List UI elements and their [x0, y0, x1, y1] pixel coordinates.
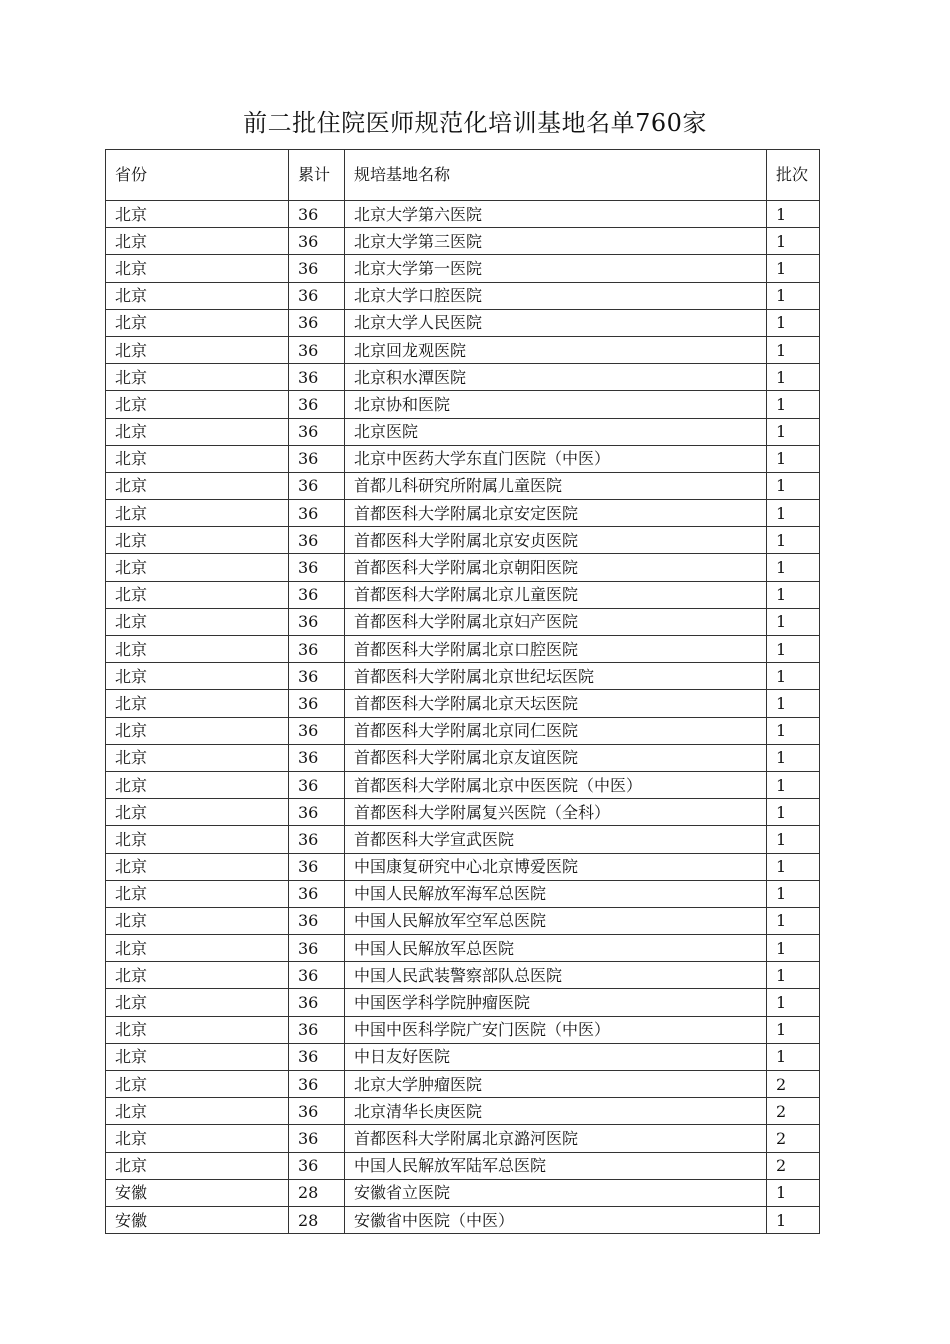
- cell-base-name: 首都儿科研究所附属儿童医院: [345, 472, 767, 499]
- cell-province: 北京: [106, 744, 289, 771]
- cell-province: 北京: [106, 1043, 289, 1070]
- table-row: [106, 1071, 820, 1098]
- cell-base-name: 首都医科大学附属北京口腔医院: [345, 636, 767, 663]
- cell-base-name: 中国人民解放军海军总医院: [345, 880, 767, 907]
- cell-cumulative: 36: [289, 1043, 345, 1070]
- table-header-row: [106, 150, 820, 201]
- cell-province: 北京: [106, 690, 289, 717]
- cell-batch: 1: [767, 336, 820, 363]
- cell-base-name: 首都医科大学附属北京儿童医院: [345, 581, 767, 608]
- table-row: [106, 309, 820, 336]
- table-row: [106, 527, 820, 554]
- cell-cumulative: 36: [289, 935, 345, 962]
- cell-base-name: 北京大学第一医院: [345, 255, 767, 282]
- cell-base-name: 北京协和医院: [345, 391, 767, 418]
- page-title: 前二批住院医师规范化培训基地名单760家: [243, 109, 707, 137]
- cell-cumulative: 36: [289, 989, 345, 1016]
- cell-base-name: 北京大学口腔医院: [345, 282, 767, 309]
- cell-base-name: 中国中医科学院广安门医院（中医）: [345, 1016, 767, 1043]
- cell-batch: 1: [767, 663, 820, 690]
- cell-cumulative: 36: [289, 1125, 345, 1152]
- cell-province: 北京: [106, 771, 289, 798]
- cell-cumulative: 36: [289, 445, 345, 472]
- cell-batch: 2: [767, 1071, 820, 1098]
- cell-province: 北京: [106, 989, 289, 1016]
- cell-base-name: 首都医科大学附属北京天坛医院: [345, 690, 767, 717]
- cell-base-name: 中日友好医院: [345, 1043, 767, 1070]
- table-row: [106, 1179, 820, 1206]
- cell-cumulative: 28: [289, 1179, 345, 1206]
- cell-batch: 1: [767, 771, 820, 798]
- cell-cumulative: 36: [289, 1016, 345, 1043]
- table-row: [106, 255, 820, 282]
- cell-cumulative: 36: [289, 336, 345, 363]
- base-roster-table: [105, 149, 820, 1234]
- cell-province: 北京: [106, 608, 289, 635]
- cell-base-name: 安徽省中医院（中医）: [345, 1206, 767, 1233]
- cell-base-name: 中国人民武装警察部队总医院: [345, 962, 767, 989]
- cell-cumulative: 36: [289, 880, 345, 907]
- cell-base-name: 首都医科大学附属北京中医医院（中医）: [345, 771, 767, 798]
- cell-province: 北京: [106, 1098, 289, 1125]
- cell-batch: 1: [767, 228, 820, 255]
- table-row: [106, 880, 820, 907]
- cell-province: 北京: [106, 1152, 289, 1179]
- cell-batch: 1: [767, 744, 820, 771]
- cell-batch: 1: [767, 1179, 820, 1206]
- cell-province: 北京: [106, 418, 289, 445]
- cell-base-name: 北京大学肿瘤医院: [345, 1071, 767, 1098]
- cell-province: 北京: [106, 336, 289, 363]
- table-row: [106, 391, 820, 418]
- cell-province: 北京: [106, 309, 289, 336]
- cell-cumulative: 36: [289, 282, 345, 309]
- cell-province: 北京: [106, 1071, 289, 1098]
- table-body: [106, 201, 820, 1234]
- cell-province: 北京: [106, 364, 289, 391]
- cell-batch: 1: [767, 472, 820, 499]
- cell-province: 北京: [106, 581, 289, 608]
- table-row: [106, 636, 820, 663]
- cell-cumulative: 36: [289, 527, 345, 554]
- cell-base-name: 首都医科大学附属北京妇产医院: [345, 608, 767, 635]
- cell-batch: 1: [767, 445, 820, 472]
- cell-province: 北京: [106, 853, 289, 880]
- cell-batch: 2: [767, 1152, 820, 1179]
- table-row: [106, 989, 820, 1016]
- table-row: [106, 1016, 820, 1043]
- cell-cumulative: 36: [289, 663, 345, 690]
- cell-base-name: 中国人民解放军总医院: [345, 935, 767, 962]
- table-row: [106, 799, 820, 826]
- cell-cumulative: 36: [289, 364, 345, 391]
- table-row: [106, 663, 820, 690]
- cell-province: 北京: [106, 282, 289, 309]
- table-row: [106, 554, 820, 581]
- table-row: [106, 364, 820, 391]
- cell-batch: 1: [767, 309, 820, 336]
- table-row: [106, 228, 820, 255]
- cell-batch: 1: [767, 554, 820, 581]
- cell-base-name: 中国医学科学院肿瘤医院: [345, 989, 767, 1016]
- cell-province: 北京: [106, 1016, 289, 1043]
- cell-cumulative: 36: [289, 255, 345, 282]
- cell-cumulative: 28: [289, 1206, 345, 1233]
- cell-cumulative: 36: [289, 472, 345, 499]
- cell-base-name: 北京大学第三医院: [345, 228, 767, 255]
- cell-base-name: 首都医科大学附属北京安定医院: [345, 500, 767, 527]
- cell-batch: 1: [767, 581, 820, 608]
- header-base-name: 规培基地名称: [345, 150, 767, 201]
- cell-cumulative: 36: [289, 907, 345, 934]
- cell-batch: 1: [767, 201, 820, 228]
- table-row: [106, 1152, 820, 1179]
- cell-cumulative: 36: [289, 581, 345, 608]
- table-row: [106, 282, 820, 309]
- cell-base-name: 首都医科大学宣武医院: [345, 826, 767, 853]
- cell-batch: 2: [767, 1098, 820, 1125]
- cell-province: 北京: [106, 391, 289, 418]
- cell-batch: 1: [767, 1043, 820, 1070]
- cell-batch: 1: [767, 391, 820, 418]
- cell-batch: 1: [767, 826, 820, 853]
- cell-province: 安徽: [106, 1179, 289, 1206]
- cell-cumulative: 36: [289, 309, 345, 336]
- cell-batch: 1: [767, 636, 820, 663]
- cell-cumulative: 36: [289, 636, 345, 663]
- cell-province: 北京: [106, 255, 289, 282]
- cell-province: 北京: [106, 228, 289, 255]
- cell-batch: 1: [767, 880, 820, 907]
- table-row: [106, 1125, 820, 1152]
- cell-province: 北京: [106, 907, 289, 934]
- cell-cumulative: 36: [289, 608, 345, 635]
- cell-base-name: 北京医院: [345, 418, 767, 445]
- cell-province: 北京: [106, 1125, 289, 1152]
- table-row: [106, 500, 820, 527]
- table-row: [106, 826, 820, 853]
- cell-base-name: 中国康复研究中心北京博爱医院: [345, 853, 767, 880]
- cell-cumulative: 36: [289, 1098, 345, 1125]
- cell-province: 安徽: [106, 1206, 289, 1233]
- cell-base-name: 北京中医药大学东直门医院（中医）: [345, 445, 767, 472]
- cell-batch: 1: [767, 500, 820, 527]
- table-row: [106, 853, 820, 880]
- cell-batch: 1: [767, 690, 820, 717]
- cell-cumulative: 36: [289, 418, 345, 445]
- cell-province: 北京: [106, 880, 289, 907]
- cell-batch: 1: [767, 717, 820, 744]
- cell-batch: 1: [767, 364, 820, 391]
- cell-cumulative: 36: [289, 391, 345, 418]
- table-row: [106, 201, 820, 228]
- cell-cumulative: 36: [289, 228, 345, 255]
- cell-province: 北京: [106, 636, 289, 663]
- cell-batch: 1: [767, 907, 820, 934]
- cell-province: 北京: [106, 663, 289, 690]
- cell-cumulative: 36: [289, 744, 345, 771]
- cell-province: 北京: [106, 717, 289, 744]
- cell-base-name: 首都医科大学附属北京同仁医院: [345, 717, 767, 744]
- cell-batch: 1: [767, 962, 820, 989]
- cell-province: 北京: [106, 445, 289, 472]
- cell-cumulative: 36: [289, 962, 345, 989]
- table-row: [106, 418, 820, 445]
- cell-cumulative: 36: [289, 554, 345, 581]
- table-row: [106, 608, 820, 635]
- cell-province: 北京: [106, 962, 289, 989]
- cell-batch: 1: [767, 799, 820, 826]
- cell-cumulative: 36: [289, 1071, 345, 1098]
- cell-batch: 1: [767, 608, 820, 635]
- cell-base-name: 首都医科大学附属北京友谊医院: [345, 744, 767, 771]
- cell-province: 北京: [106, 472, 289, 499]
- cell-batch: 1: [767, 282, 820, 309]
- table-row: [106, 717, 820, 744]
- table-row: [106, 1043, 820, 1070]
- cell-batch: 2: [767, 1125, 820, 1152]
- table-row: [106, 336, 820, 363]
- header-batch: 批次: [767, 150, 820, 201]
- cell-batch: 1: [767, 853, 820, 880]
- cell-base-name: 北京清华长庚医院: [345, 1098, 767, 1125]
- table-row: [106, 962, 820, 989]
- cell-batch: 1: [767, 1206, 820, 1233]
- cell-cumulative: 36: [289, 500, 345, 527]
- cell-cumulative: 36: [289, 1152, 345, 1179]
- cell-province: 北京: [106, 554, 289, 581]
- table-row: [106, 744, 820, 771]
- table-row: [106, 1206, 820, 1233]
- cell-cumulative: 36: [289, 201, 345, 228]
- cell-base-name: 中国人民解放军空军总医院: [345, 907, 767, 934]
- cell-batch: 1: [767, 989, 820, 1016]
- cell-base-name: 安徽省立医院: [345, 1179, 767, 1206]
- cell-province: 北京: [106, 527, 289, 554]
- cell-cumulative: 36: [289, 690, 345, 717]
- cell-province: 北京: [106, 201, 289, 228]
- cell-province: 北京: [106, 826, 289, 853]
- table-row: [106, 1098, 820, 1125]
- cell-base-name: 首都医科大学附属北京世纪坛医院: [345, 663, 767, 690]
- cell-province: 北京: [106, 799, 289, 826]
- table-row: [106, 581, 820, 608]
- cell-base-name: 北京积水潭医院: [345, 364, 767, 391]
- cell-base-name: 北京大学人民医院: [345, 309, 767, 336]
- cell-batch: 1: [767, 527, 820, 554]
- header-cumulative: 累计: [289, 150, 345, 201]
- cell-province: 北京: [106, 935, 289, 962]
- cell-base-name: 北京回龙观医院: [345, 336, 767, 363]
- table-row: [106, 690, 820, 717]
- table-row: [106, 445, 820, 472]
- cell-base-name: 北京大学第六医院: [345, 201, 767, 228]
- cell-cumulative: 36: [289, 717, 345, 744]
- cell-cumulative: 36: [289, 853, 345, 880]
- cell-batch: 1: [767, 1016, 820, 1043]
- cell-base-name: 首都医科大学附属北京安贞医院: [345, 527, 767, 554]
- header-province: 省份: [106, 150, 289, 201]
- table-row: [106, 907, 820, 934]
- cell-base-name: 首都医科大学附属复兴医院（全科）: [345, 799, 767, 826]
- cell-base-name: 首都医科大学附属北京潞河医院: [345, 1125, 767, 1152]
- cell-base-name: 中国人民解放军陆军总医院: [345, 1152, 767, 1179]
- table-row: [106, 935, 820, 962]
- cell-base-name: 首都医科大学附属北京朝阳医院: [345, 554, 767, 581]
- cell-cumulative: 36: [289, 799, 345, 826]
- cell-cumulative: 36: [289, 771, 345, 798]
- table-row: [106, 472, 820, 499]
- cell-cumulative: 36: [289, 826, 345, 853]
- table-row: [106, 771, 820, 798]
- cell-batch: 1: [767, 935, 820, 962]
- cell-province: 北京: [106, 500, 289, 527]
- cell-batch: 1: [767, 418, 820, 445]
- cell-batch: 1: [767, 255, 820, 282]
